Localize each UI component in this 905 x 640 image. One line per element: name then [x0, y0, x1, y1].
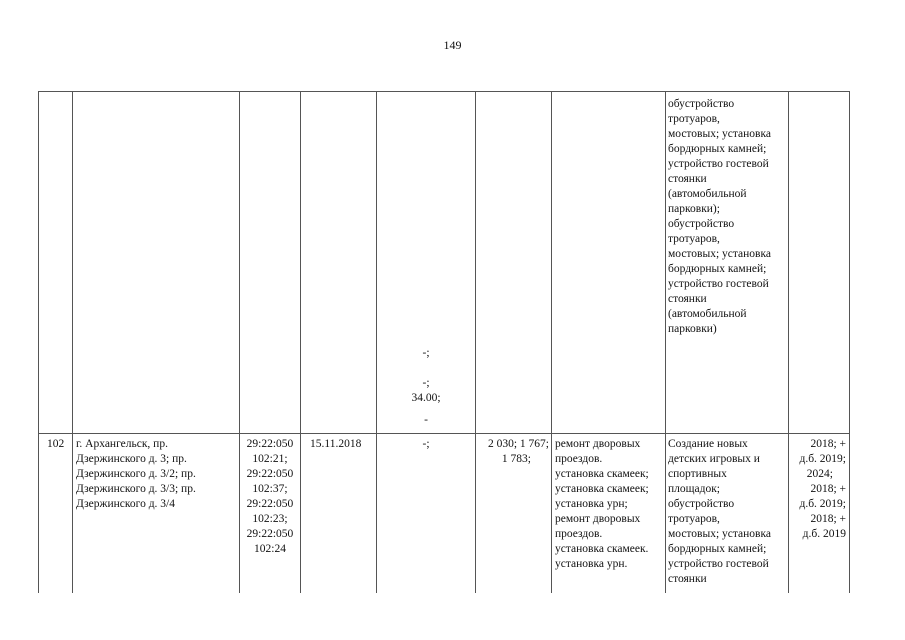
table-cell-date: 15.11.2018: [310, 438, 362, 450]
text-line: 2024;: [806, 468, 833, 480]
text-line: д.б. 2019: [802, 528, 846, 540]
text-line: стоянки: [668, 293, 707, 305]
text-line: д.б. 2019;: [799, 498, 846, 510]
table-cell-years: [789, 437, 846, 542]
text-line: 29:22:050: [246, 498, 294, 510]
table-cell-value: [377, 346, 475, 428]
table-column-divider: [665, 91, 666, 593]
text-line: бордюрных камней;: [668, 543, 767, 555]
table-border-top: [38, 91, 850, 92]
text-line: 29:22:050: [246, 438, 294, 450]
text-line: установка скамеек;: [555, 468, 649, 480]
text-line: проездов.: [555, 453, 603, 465]
text-line: обустройство: [668, 218, 735, 230]
text-line: 102:23;: [252, 513, 288, 525]
text-line: 2 030; 1 767;: [487, 438, 549, 450]
table-cell-works: [668, 97, 771, 337]
text-line: 2018; +: [810, 513, 846, 525]
text-line: Создание новых: [668, 438, 748, 450]
text-line: тротуаров,: [668, 513, 720, 525]
text-line: -;: [422, 377, 430, 389]
text-line: установка скамеек.: [555, 543, 649, 555]
text-line: (автомобильной: [668, 188, 747, 200]
text-line: ремонт дворовых: [555, 513, 641, 525]
text-line: обустройство: [668, 498, 735, 510]
table-column-divider: [300, 91, 301, 593]
text-line: обустройство: [668, 98, 735, 110]
text-line: устройство гостевой: [668, 558, 769, 570]
text-line: тротуаров,: [668, 113, 720, 125]
text-line: Дзержинского д. 3/3; пр.: [76, 483, 196, 495]
text-line: 29:22:050: [246, 528, 294, 540]
text-line: 102:37;: [252, 483, 288, 495]
text-line: (автомобильной: [668, 308, 747, 320]
text-line: мостовых; установка: [668, 248, 771, 260]
text-line: установка урн;: [555, 498, 628, 510]
text-line: 102:21;: [252, 453, 288, 465]
text-line: Дзержинского д. 3; пр.: [76, 453, 187, 465]
text-line: установка урн.: [555, 558, 628, 570]
text-line: детских игровых и: [668, 453, 760, 465]
text-line: г. Архангельск, пр.: [76, 438, 168, 450]
text-line: устройство гостевой: [668, 278, 769, 290]
text-line: -: [424, 414, 428, 426]
text-line: 2018; +: [810, 438, 846, 450]
table-border-right: [849, 91, 850, 593]
table-column-divider: [475, 91, 476, 593]
text-line: парковки): [668, 323, 717, 335]
table-column-divider: [376, 91, 377, 593]
text-line: мостовых; установка: [668, 128, 771, 140]
text-line: д.б. 2019;: [799, 453, 846, 465]
text-line: 34.00;: [411, 392, 441, 404]
text-line: бордюрных камней;: [668, 263, 767, 275]
text-line: устройство гостевой: [668, 158, 769, 170]
table-row-divider: [38, 433, 850, 434]
text-line: проездов.: [555, 528, 603, 540]
text-line: 1 783;: [501, 453, 531, 465]
table-column-divider: [72, 91, 73, 593]
text-line: 2018; +: [810, 483, 846, 495]
table-cell-areas: [476, 437, 549, 467]
table-cell-cadastral: [240, 437, 300, 557]
text-line: установка скамеек;: [555, 483, 649, 495]
text-line: спортивных: [668, 468, 727, 480]
page-number: 149: [443, 38, 462, 52]
text-line: Дзержинского д. 3/2; пр.: [76, 468, 196, 480]
text-line: 29:22:050: [246, 468, 294, 480]
table-cell-works: [668, 437, 771, 587]
text-line: Дзержинского д. 3/4: [76, 498, 175, 510]
table-cell-repair: [555, 437, 649, 572]
text-line: мостовых; установка: [668, 528, 771, 540]
text-line: площадок;: [668, 483, 720, 495]
table-cell-address: [76, 437, 196, 512]
text-line: 102:24: [254, 543, 286, 555]
table-border-left: [38, 91, 39, 593]
text-line: -;: [422, 347, 430, 359]
text-line: парковки);: [668, 203, 720, 215]
text-line: стоянки: [668, 173, 707, 185]
table-cell-number: 102: [47, 438, 65, 450]
text-line: тротуаров,: [668, 233, 720, 245]
text-line: бордюрных камней;: [668, 143, 767, 155]
text-line: стоянки: [668, 573, 707, 585]
table-column-divider: [551, 91, 552, 593]
text-line: ремонт дворовых: [555, 438, 641, 450]
table-cell-value: -;: [422, 438, 430, 450]
